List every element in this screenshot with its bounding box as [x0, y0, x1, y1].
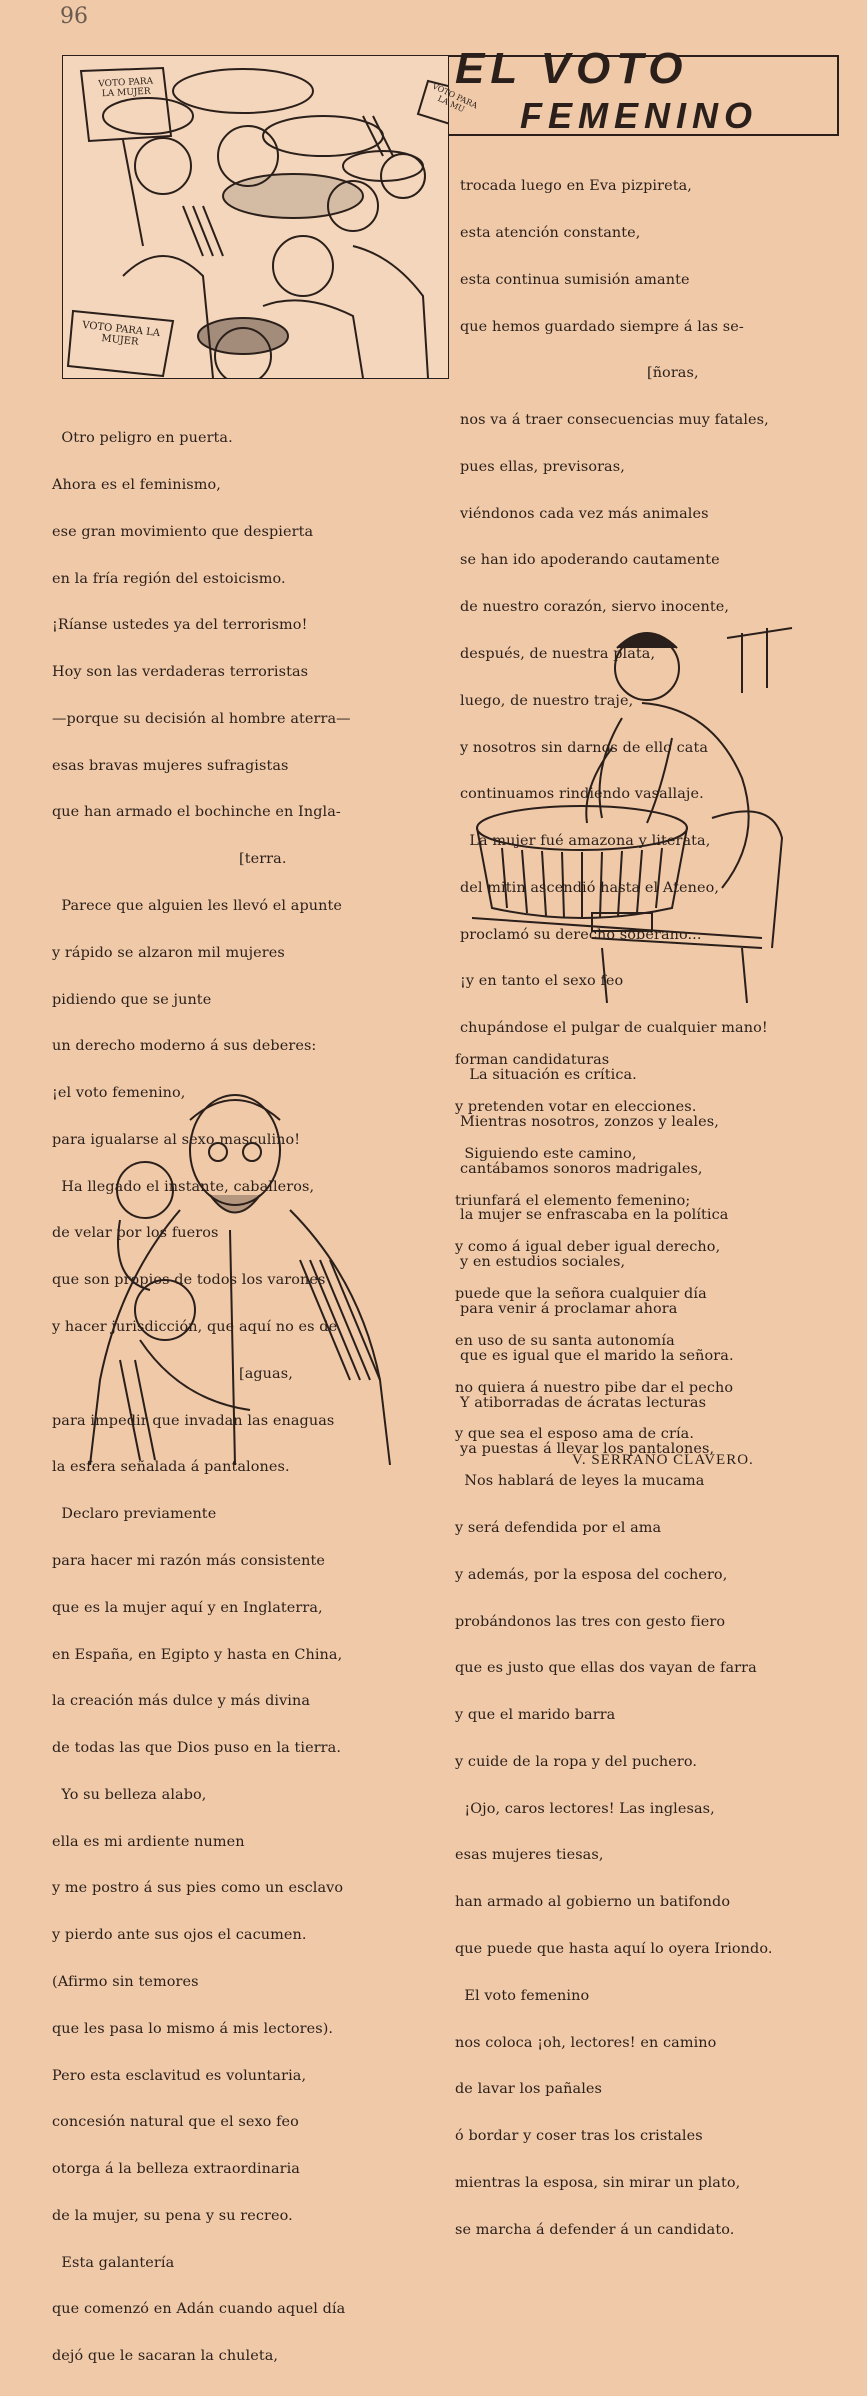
poem-line: otorga á la belleza extraordinaria: [52, 2161, 300, 2178]
poem-line: Otro peligro en puerta.: [52, 430, 233, 447]
sign-text-3: VOTO PARA LA MUJER: [81, 319, 161, 348]
poem-line: Y atiborradas de ácratas lecturas: [460, 1394, 707, 1411]
poem-line: luego, de nuestro traje,: [460, 692, 634, 709]
poem-line: y en estudios sociales,: [460, 1254, 626, 1271]
poem-line: que puede que hasta aquí lo oyera Iriondo.: [455, 1941, 773, 1958]
poem-line: que es la mujer aquí y en Inglaterra,: [52, 1599, 323, 1616]
poem-line: proclamó su derecho soberano...: [460, 926, 702, 943]
poem-line: La mujer fué amazona y literata,: [460, 833, 711, 850]
poem-line: la creación más dulce y más divina: [52, 1693, 311, 1710]
poem-line: esas bravas mujeres sufragistas: [52, 757, 289, 774]
poem-line: Ahora es el feminismo,: [52, 476, 221, 493]
poem-line: para impedir que invadan las enaguas: [52, 1412, 335, 1429]
poem-line: Mientras nosotros, zonzos y leales,: [460, 1113, 719, 1130]
poem-line: nos va á traer consecuencias muy fatales,: [460, 412, 769, 429]
poem-line: que han armado el bochinche en Ingla-: [52, 804, 341, 821]
poem-line: se han ido apoderando cautamente: [460, 552, 720, 569]
poem-line: de nuestro corazón, siervo inocente,: [460, 599, 730, 616]
poem-line: ¡Ríanse ustedes ya del terrorismo!: [52, 617, 308, 634]
poem-line: concesión natural que el sexo feo: [52, 2114, 299, 2131]
poem-line: ¡Ojo, caros lectores! Las inglesas,: [455, 1800, 715, 1817]
poem-line: y hacer jurisdicción, que aquí no es de: [52, 1319, 338, 1336]
poem-line: y que sea el esposo ama de cría.: [455, 1426, 695, 1443]
poem-line: y será defendida por el ama: [455, 1520, 662, 1536]
poem-line: que es igual que el marido la señora.: [460, 1347, 734, 1364]
poem-line: cantábamos sonoros madrigales,: [460, 1160, 703, 1177]
poem-line: se marcha á defender á un candidato.: [455, 2221, 735, 2238]
poem-line: y nosotros sin darnos de ello cata: [460, 739, 709, 756]
poem-line: Yo su belleza alabo,: [52, 1786, 207, 1803]
poem-line: para hacer mi razón más consistente: [52, 1552, 325, 1569]
poem-line: triunfará el elemento femenino;: [455, 1192, 691, 1209]
suffragettes-illustration: [62, 55, 479, 379]
poem-line: —porque su decisión al hombre aterra—: [52, 710, 351, 727]
poem-line: [terra.: [52, 851, 287, 868]
poem-line: Declaro previamente: [52, 1506, 217, 1523]
poem-line: y además, por la esposa del cochero,: [455, 1566, 728, 1583]
poem-line: nos coloca ¡oh, lectores! en camino: [455, 2034, 717, 2051]
poem-line: y pretenden votar en elecciones.: [455, 1098, 697, 1115]
title-line-1: EL VOTO: [455, 44, 689, 93]
poem-line: y rápido se alzaron mil mujeres: [52, 944, 285, 961]
poem-line: pues ellas, previsoras,: [460, 458, 625, 475]
poem-line: Siguiendo este camino,: [455, 1145, 637, 1162]
poem-line: ¡y en tanto el sexo feo: [460, 973, 624, 990]
poem-line: pidiendo que se junte: [52, 991, 212, 1008]
poem-line: forman candidaturas: [455, 1052, 610, 1069]
poem-line: y como á igual deber igual derecho,: [455, 1239, 721, 1256]
poem-line: y que el marido barra: [455, 1707, 616, 1724]
poem-line: ya puestas á llevar los pantalones,: [460, 1441, 715, 1458]
poem-line: Pero esta esclavitud es voluntaria,: [52, 2067, 307, 2084]
poem-line: han armado al gobierno un batifondo: [455, 1894, 731, 1911]
poem-line: de lavar los pañales: [455, 2081, 603, 2098]
author-signature: V. SERRANO CLAVERO.: [572, 1452, 754, 1468]
poem-line: en uso de su santa autonomía: [455, 1332, 675, 1349]
sign-text-2: VOTO PARA LA MU: [430, 81, 479, 115]
poem-line: no quiera á nuestro pibe dar el pecho: [455, 1379, 734, 1396]
title-line-2: FEMENINO: [520, 95, 759, 136]
poem-line: mientras la esposa, sin mirar un plato,: [455, 2174, 741, 2191]
poem-line: dejó que le sacaran la chuleta,: [52, 2348, 279, 2365]
poem-line: Parece que alguien les llevó el apunte: [52, 898, 342, 914]
poem-line: El voto femenino: [455, 1987, 590, 2004]
poem-line: ¡el voto femenino,: [52, 1085, 186, 1102]
poem-line: de todas las que Dios puso en la tierra.: [52, 1740, 342, 1757]
poem-line: para venir á proclamar ahora: [460, 1300, 678, 1317]
poem-line: que son propios de todos los varones: [52, 1272, 326, 1289]
poem-line: Esta galantería: [52, 2254, 175, 2271]
poem-line: [aguas,: [52, 1365, 293, 1382]
poem-line: ella es mi ardiente numen: [52, 1833, 245, 1850]
poem-line: (Afirmo sin temores: [52, 1973, 199, 1990]
poem-line: y me postro á sus pies como un esclavo: [52, 1880, 344, 1897]
poem-column-right-bottom: [455, 1022, 773, 2270]
poem-line: puede que la señora cualquier día: [455, 1286, 707, 1303]
poem-line: ó bordar y coser tras los cristales: [455, 2128, 703, 2145]
poem-line: esas mujeres tiesas,: [455, 1847, 604, 1864]
poem-line: Hoy son las verdaderas terroristas: [52, 664, 309, 681]
sign-text-1: VOTO PARA LA MUJER: [98, 76, 154, 100]
poem-line: viéndonos cada vez más animales: [460, 505, 709, 522]
poem-line: La situación es crítica.: [460, 1067, 637, 1084]
poem-line: y pierdo ante sus ojos el cacumen.: [52, 1927, 307, 1944]
poem-line: en España, en Egipto y hasta en China,: [52, 1646, 343, 1663]
poem-line: después, de nuestra plata,: [460, 646, 656, 662]
poem-line: un derecho moderno á sus deberes:: [52, 1038, 317, 1055]
poem-line: Nos hablará de leyes la mucama: [455, 1473, 705, 1490]
poem-line: la mujer se enfrascaba en la política: [460, 1207, 729, 1224]
poem-line: para igualarse al sexo masculino!: [52, 1131, 301, 1148]
poem-line: la esfera señalada á pantalones.: [52, 1459, 290, 1476]
poem-line: de la mujer, su pena y su recreo.: [52, 2207, 293, 2224]
poem-line: [ñoras,: [460, 365, 699, 382]
poem-line: del mitin ascendió hasta el Ateneo,: [460, 879, 720, 896]
poem-line: que les pasa lo mismo á mis lectores).: [52, 2020, 334, 2037]
poem-line: que comenzó en Adán cuando aquel día: [52, 2301, 346, 2318]
page-number: 96: [60, 4, 88, 29]
poem-line: de velar por los fueros: [52, 1225, 219, 1242]
poem-line: en la fría región del estoicismo.: [52, 570, 286, 587]
poem-line: que es justo que ellas dos vayan de farra: [455, 1660, 757, 1677]
poem-line: esta continua sumisión amante: [460, 271, 690, 288]
poem-line: ese gran movimiento que despierta: [52, 523, 314, 540]
poem-line: chupándose el pulgar de cualquier mano!: [460, 1020, 768, 1037]
poem-line: trocada luego en Eva pizpireta,: [460, 178, 692, 195]
poem-line: esta atención constante,: [460, 224, 641, 241]
poem-line: y cuide de la ropa y del puchero.: [455, 1753, 698, 1770]
poem-line: continuamos rindiendo vasallaje.: [460, 786, 704, 803]
poem-line: probándonos las tres con gesto fiero: [455, 1613, 726, 1630]
poem-column-left: [52, 400, 351, 2396]
poem-line: Ha llegado el instante, caballeros,: [52, 1178, 315, 1195]
poem-line: que hemos guardado siempre á las se-: [460, 318, 744, 335]
